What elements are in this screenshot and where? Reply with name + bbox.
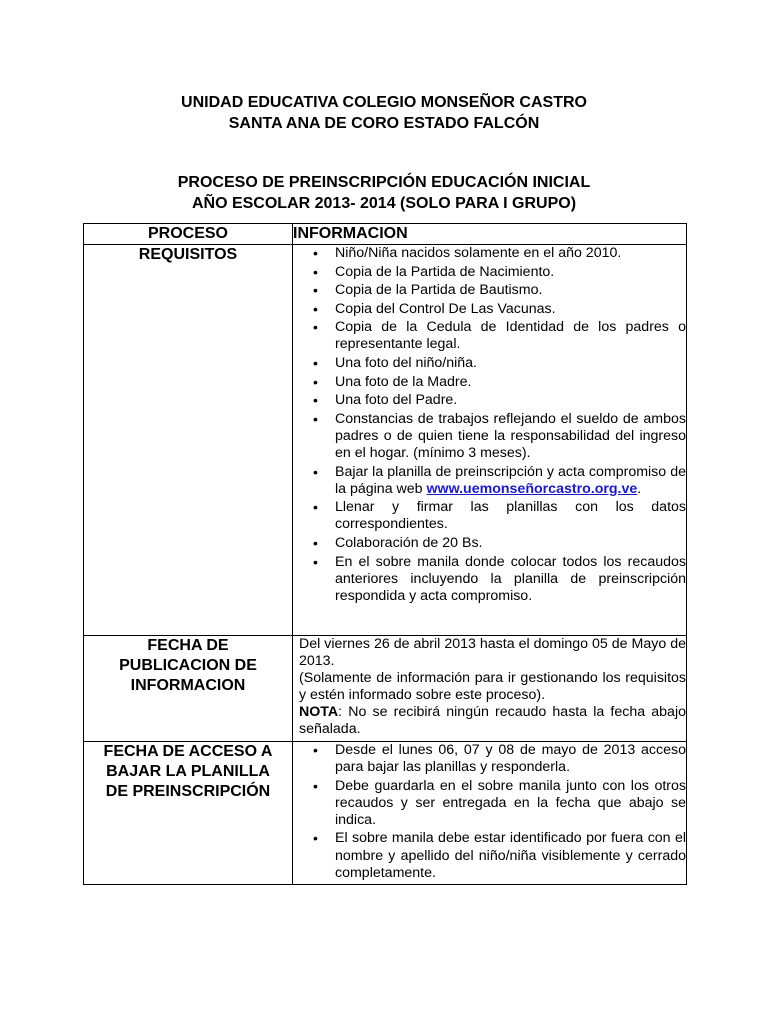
info-table [83, 223, 687, 885]
list-item: • Copia de la Partida de Bautismo. [293, 282, 686, 299]
label-line: FECHA DE ACCESO A [103, 743, 273, 760]
label-line: DE PREINSCRIPCIÓN [105, 783, 271, 800]
list-item: • En el sobre manila donde colocar todos los recaudos anteriores incluyendo la planilla de preinscripción respondida y acta compromiso. [293, 554, 686, 605]
label-line: INFORMACION [130, 677, 246, 694]
list-item: • Debe guardarla en el sobre manila junto con los otros recaudos y ser entregada en la fecha que abajo se indica. [293, 778, 686, 829]
download-instruction: Bajar la planilla de preinscripción y acta compromiso de la página web [335, 463, 686, 497]
row-label-requisitos: REQUISITOS [84, 245, 293, 636]
note-text: : No se recibirá ningún recaudo hasta la fecha abajo señalada. [299, 704, 686, 738]
row-label-publicacion [84, 636, 293, 742]
list-item: • Una foto del niño/niña. [293, 355, 686, 372]
row-label-acceso [84, 742, 293, 885]
process-heading [0, 172, 768, 214]
website-link[interactable]: www.uemonseñorcastro.org.ve [426, 480, 638, 497]
list-item: • Niño/Niña nacidos solamente en el año 2010. [293, 245, 686, 262]
column-header-process: PROCESO [84, 224, 293, 245]
publication-dates: Del viernes 26 de abril 2013 hasta el domingo 05 de Mayo de 2013. [299, 636, 686, 670]
label-line: FECHA DE [147, 637, 229, 654]
download-instruction-end: . [637, 480, 642, 497]
label-line: BAJAR LA PLANILLA [106, 763, 270, 780]
process-title: PROCESO DE PREINSCRIPCIÓN EDUCACIÓN INICIAL [177, 174, 591, 191]
publicacion-content [293, 636, 687, 742]
list-item: • Copia de la Cedula de Identidad de los padres o representante legal. [293, 319, 686, 353]
table-row [84, 636, 687, 742]
publication-note [299, 704, 686, 738]
column-header-info: INFORMACION [293, 224, 687, 245]
list-item: • Llenar y firmar las planillas con los datos correspondientes. [293, 499, 686, 533]
requisitos-list [293, 245, 686, 605]
list-item: • Copia del Control De Las Vacunas. [293, 301, 686, 318]
publication-purpose: (Solamente de información para ir gestionando los requisitos y estén informado sobre este proceso). [299, 670, 686, 704]
list-item: • Desde el lunes 06, 07 y 08 de mayo de 2013 acceso para bajar las planillas y responderla. [293, 742, 686, 776]
list-item: • Copia de la Partida de Nacimiento. [293, 264, 686, 281]
note-label: NOTA [299, 704, 339, 721]
school-location: SANTA ANA DE CORO ESTADO FALCÓN [228, 115, 540, 132]
school-heading [0, 92, 768, 134]
acceso-content [293, 742, 687, 885]
list-item: • Constancias de trabajos reflejando el sueldo de ambos padres o de quien tiene la responsabilidad del ingreso en el hogar. (mínimo 3 meses). [293, 411, 686, 462]
list-item: • Una foto del Padre. [293, 392, 686, 409]
school-year: AÑO ESCOLAR 2013- 2014 (SOLO PARA I GRUPO) [191, 195, 577, 212]
acceso-list [293, 742, 686, 882]
label-line: PUBLICACION DE [119, 657, 257, 674]
requisitos-content [293, 245, 687, 636]
list-item: • El sobre manila debe estar identificado por fuera con el nombre y apellido del niño/niña visiblemente y cerrado completamente. [293, 830, 686, 881]
list-item: • Colaboración de 20 Bs. [293, 535, 686, 552]
table-header-row [84, 224, 687, 245]
list-item [293, 464, 686, 498]
list-item: • Una foto de la Madre. [293, 374, 686, 391]
table-row [84, 245, 687, 636]
school-name: UNIDAD EDUCATIVA COLEGIO MONSEÑOR CASTRO [181, 94, 587, 111]
table-row [84, 742, 687, 885]
